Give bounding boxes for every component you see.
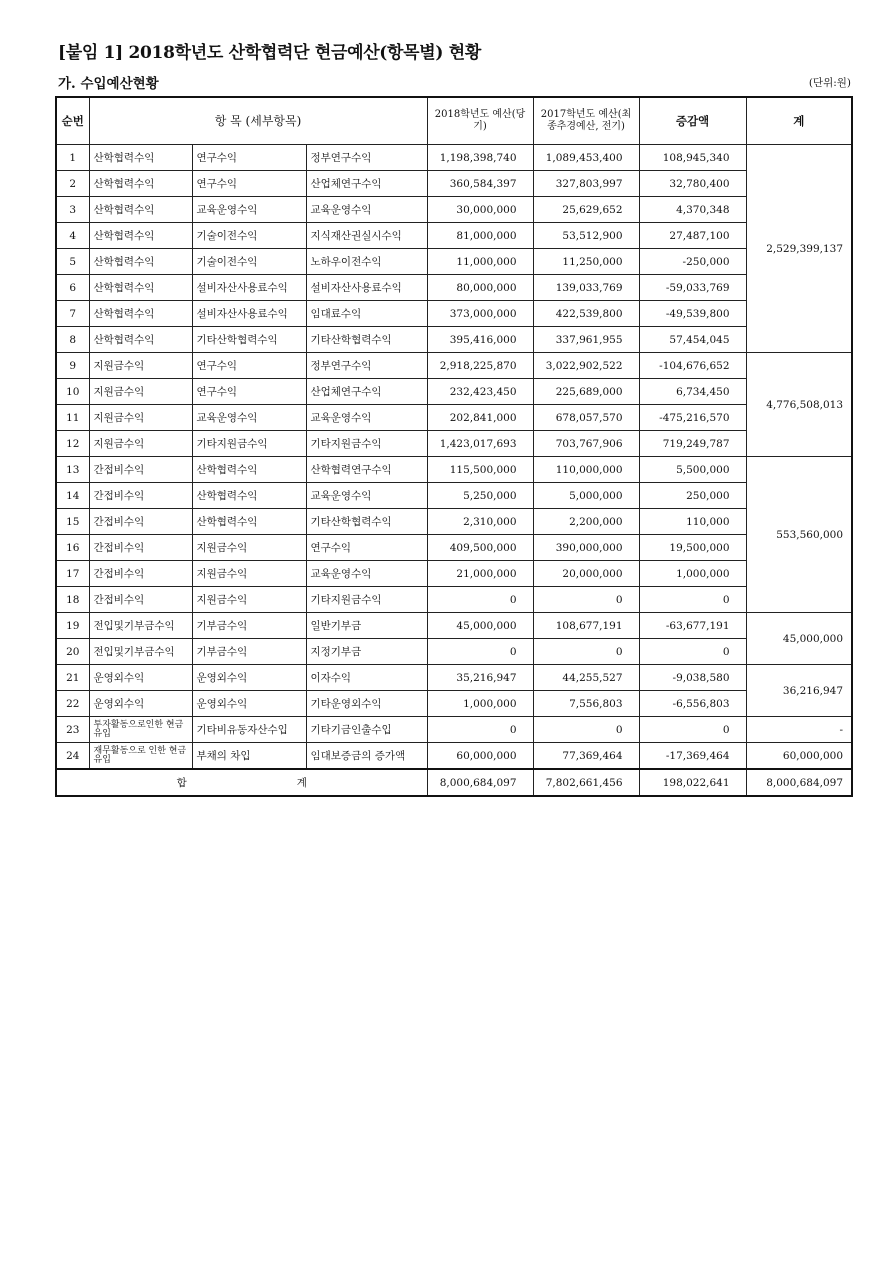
detail-item-cell: 기타운영외수익 (306, 691, 427, 717)
row-number: 14 (56, 483, 89, 509)
total-sum: 8,000,684,097 (746, 769, 852, 796)
total-label-part1: 합 (176, 777, 187, 789)
category-cell: 전입및기부금수익 (89, 613, 192, 639)
budget-2017-cell: 77,369,464 (533, 743, 639, 770)
detail-item-cell: 기타기금인출수입 (306, 717, 427, 743)
subcategory-cell: 산학협력수익 (192, 509, 306, 535)
change-cell: 0 (639, 587, 746, 613)
budget-table (55, 96, 853, 797)
table-row (56, 457, 852, 483)
table-row (56, 691, 852, 717)
category-cell: 운영외수익 (89, 665, 192, 691)
detail-item-cell: 기타산학협력수익 (306, 509, 427, 535)
total-budget-2017: 7,802,661,456 (533, 769, 639, 796)
subcategory-cell: 지원금수익 (192, 587, 306, 613)
subcategory-cell: 연구수익 (192, 379, 306, 405)
detail-item-cell: 임대료수익 (306, 301, 427, 327)
subcategory-cell: 운영외수익 (192, 665, 306, 691)
budget-2018-cell: 81,000,000 (427, 223, 533, 249)
budget-2017-cell: 20,000,000 (533, 561, 639, 587)
row-number: 9 (56, 353, 89, 379)
budget-2018-cell: 80,000,000 (427, 275, 533, 301)
table-row (56, 717, 852, 743)
unit-label: (단위:원) (808, 77, 851, 89)
row-number: 11 (56, 405, 89, 431)
header-no: 순번 (56, 97, 89, 145)
budget-2018-cell: 232,423,450 (427, 379, 533, 405)
table-row (56, 665, 852, 691)
table-row (56, 301, 852, 327)
budget-2018-cell: 5,250,000 (427, 483, 533, 509)
budget-2017-cell: 327,803,997 (533, 171, 639, 197)
change-cell: 0 (639, 717, 746, 743)
header-sum: 계 (746, 97, 852, 145)
budget-2018-cell: 2,918,225,870 (427, 353, 533, 379)
budget-2017-cell: 53,512,900 (533, 223, 639, 249)
detail-item-cell: 지식재산권실시수익 (306, 223, 427, 249)
table-row (56, 639, 852, 665)
budget-2018-cell: 45,000,000 (427, 613, 533, 639)
budget-2017-cell: 422,539,800 (533, 301, 639, 327)
budget-2018-cell: 1,423,017,693 (427, 431, 533, 457)
budget-2017-cell: 337,961,955 (533, 327, 639, 353)
table-row (56, 145, 852, 171)
budget-2017-cell: 678,057,570 (533, 405, 639, 431)
table-row (56, 405, 852, 431)
budget-2017-cell: 3,022,902,522 (533, 353, 639, 379)
change-cell: 5,500,000 (639, 457, 746, 483)
table-row (56, 431, 852, 457)
category-cell: 운영외수익 (89, 691, 192, 717)
change-cell: -475,216,570 (639, 405, 746, 431)
row-number: 19 (56, 613, 89, 639)
budget-2018-cell: 1,000,000 (427, 691, 533, 717)
budget-2017-cell: 2,200,000 (533, 509, 639, 535)
change-cell: 57,454,045 (639, 327, 746, 353)
category-cell: 지원금수익 (89, 353, 192, 379)
change-cell: -9,038,580 (639, 665, 746, 691)
total-budget-2018: 8,000,684,097 (427, 769, 533, 796)
change-cell: -63,677,191 (639, 613, 746, 639)
budget-2018-cell: 30,000,000 (427, 197, 533, 223)
change-cell: 4,370,348 (639, 197, 746, 223)
subcategory-cell: 운영외수익 (192, 691, 306, 717)
group-sum-cell: 4,776,508,013 (746, 353, 852, 457)
budget-2017-cell: 108,677,191 (533, 613, 639, 639)
category-cell: 산학협력수익 (89, 197, 192, 223)
detail-item-cell: 산업체연구수익 (306, 171, 427, 197)
budget-2017-cell: 225,689,000 (533, 379, 639, 405)
detail-item-cell: 기타지원금수익 (306, 587, 427, 613)
category-cell: 지원금수익 (89, 379, 192, 405)
table-row (56, 743, 852, 770)
budget-2017-cell: 0 (533, 587, 639, 613)
category-cell: 재무활동으로 인한 현금유입 (89, 743, 192, 770)
change-cell: -17,369,464 (639, 743, 746, 770)
subcategory-cell: 연구수익 (192, 145, 306, 171)
table-row (56, 379, 852, 405)
budget-2017-cell: 0 (533, 717, 639, 743)
page-title: [붙임 1] 2018학년도 산학협력단 현금예산(항목별) 현황 (58, 43, 482, 63)
row-number: 8 (56, 327, 89, 353)
row-number: 15 (56, 509, 89, 535)
detail-item-cell: 교육운영수익 (306, 197, 427, 223)
detail-item-cell: 정부연구수익 (306, 353, 427, 379)
group-sum-cell: - (746, 717, 852, 743)
detail-item-cell: 교육운영수익 (306, 561, 427, 587)
total-label (56, 769, 427, 796)
budget-2017-cell: 703,767,906 (533, 431, 639, 457)
detail-item-cell: 연구수익 (306, 535, 427, 561)
change-cell: 719,249,787 (639, 431, 746, 457)
row-number: 23 (56, 717, 89, 743)
table-row (56, 353, 852, 379)
subcategory-cell: 지원금수익 (192, 535, 306, 561)
row-number: 1 (56, 145, 89, 171)
header-item: 항 목 (세부항목) (89, 97, 427, 145)
subcategory-cell: 기술이전수익 (192, 223, 306, 249)
category-cell: 간접비수익 (89, 535, 192, 561)
table-row (56, 327, 852, 353)
row-number: 12 (56, 431, 89, 457)
section-subtitle: 가. 수입예산현황 (58, 76, 159, 92)
category-cell: 산학협력수익 (89, 223, 192, 249)
table-row (56, 249, 852, 275)
row-number: 5 (56, 249, 89, 275)
table-header-row (56, 97, 852, 145)
detail-item-cell: 교육운영수익 (306, 405, 427, 431)
subcategory-cell: 설비자산사용료수익 (192, 301, 306, 327)
change-cell: 250,000 (639, 483, 746, 509)
budget-2018-cell: 115,500,000 (427, 457, 533, 483)
row-number: 17 (56, 561, 89, 587)
subcategory-cell: 교육운영수익 (192, 405, 306, 431)
detail-item-cell: 산업체연구수익 (306, 379, 427, 405)
category-cell: 지원금수익 (89, 405, 192, 431)
row-number: 10 (56, 379, 89, 405)
table-row (56, 171, 852, 197)
subcategory-cell: 기타비유동자산수입 (192, 717, 306, 743)
header-budget-2017: 2017학년도 예산(최종추경예산, 전기) (533, 97, 639, 145)
category-cell: 간접비수익 (89, 561, 192, 587)
subcategory-cell: 설비자산사용료수익 (192, 275, 306, 301)
category-cell: 산학협력수익 (89, 327, 192, 353)
detail-item-cell: 산학협력연구수익 (306, 457, 427, 483)
header-budget-2018: 2018학년도 예산(당기) (427, 97, 533, 145)
table-row (56, 275, 852, 301)
budget-2018-cell: 360,584,397 (427, 171, 533, 197)
detail-item-cell: 임대보증금의 증가액 (306, 743, 427, 770)
change-cell: -6,556,803 (639, 691, 746, 717)
group-sum-cell: 60,000,000 (746, 743, 852, 770)
budget-2017-cell: 7,556,803 (533, 691, 639, 717)
budget-2017-cell: 5,000,000 (533, 483, 639, 509)
detail-item-cell: 기타산학협력수익 (306, 327, 427, 353)
change-cell: 1,000,000 (639, 561, 746, 587)
category-cell: 산학협력수익 (89, 249, 192, 275)
budget-2018-cell: 409,500,000 (427, 535, 533, 561)
change-cell: -104,676,652 (639, 353, 746, 379)
budget-2018-cell: 0 (427, 717, 533, 743)
budget-2018-cell: 2,310,000 (427, 509, 533, 535)
budget-2018-cell: 395,416,000 (427, 327, 533, 353)
budget-2017-cell: 390,000,000 (533, 535, 639, 561)
subcategory-cell: 산학협력수익 (192, 457, 306, 483)
change-cell: 19,500,000 (639, 535, 746, 561)
change-cell: -250,000 (639, 249, 746, 275)
change-cell: 27,487,100 (639, 223, 746, 249)
change-cell: 6,734,450 (639, 379, 746, 405)
budget-2017-cell: 0 (533, 639, 639, 665)
detail-item-cell: 설비자산사용료수익 (306, 275, 427, 301)
budget-2017-cell: 11,250,000 (533, 249, 639, 275)
subcategory-cell: 기타지원금수익 (192, 431, 306, 457)
change-cell: -49,539,800 (639, 301, 746, 327)
row-number: 3 (56, 197, 89, 223)
row-number: 7 (56, 301, 89, 327)
table-row (56, 509, 852, 535)
change-cell: 108,945,340 (639, 145, 746, 171)
row-number: 4 (56, 223, 89, 249)
subcategory-cell: 기부금수익 (192, 639, 306, 665)
change-cell: 110,000 (639, 509, 746, 535)
category-cell: 산학협력수익 (89, 145, 192, 171)
budget-2017-cell: 139,033,769 (533, 275, 639, 301)
budget-2017-cell: 110,000,000 (533, 457, 639, 483)
group-sum-cell: 45,000,000 (746, 613, 852, 665)
row-number: 6 (56, 275, 89, 301)
category-cell: 간접비수익 (89, 483, 192, 509)
category-cell: 간접비수익 (89, 457, 192, 483)
budget-2017-cell: 44,255,527 (533, 665, 639, 691)
detail-item-cell: 노하우이전수익 (306, 249, 427, 275)
subcategory-cell: 기술이전수익 (192, 249, 306, 275)
table-row (56, 483, 852, 509)
budget-2018-cell: 373,000,000 (427, 301, 533, 327)
budget-2018-cell: 0 (427, 639, 533, 665)
subcategory-cell: 산학협력수익 (192, 483, 306, 509)
row-number: 18 (56, 587, 89, 613)
change-cell: -59,033,769 (639, 275, 746, 301)
header-change: 증감액 (639, 97, 746, 145)
row-number: 24 (56, 743, 89, 770)
category-cell: 전입및기부금수익 (89, 639, 192, 665)
table-row (56, 587, 852, 613)
detail-item-cell: 교육운영수익 (306, 483, 427, 509)
table-row (56, 561, 852, 587)
budget-2018-cell: 202,841,000 (427, 405, 533, 431)
category-cell: 간접비수익 (89, 587, 192, 613)
group-sum-cell: 36,216,947 (746, 665, 852, 717)
subcategory-cell: 연구수익 (192, 353, 306, 379)
category-cell: 간접비수익 (89, 509, 192, 535)
subcategory-cell: 지원금수익 (192, 561, 306, 587)
group-sum-cell: 2,529,399,137 (746, 145, 852, 353)
detail-item-cell: 기타지원금수익 (306, 431, 427, 457)
category-cell: 투자활동으로인한 현금유입 (89, 717, 192, 743)
budget-2018-cell: 21,000,000 (427, 561, 533, 587)
subcategory-cell: 기타산학협력수익 (192, 327, 306, 353)
budget-2018-cell: 0 (427, 587, 533, 613)
detail-item-cell: 정부연구수익 (306, 145, 427, 171)
change-cell: 0 (639, 639, 746, 665)
category-cell: 산학협력수익 (89, 171, 192, 197)
table-row (56, 613, 852, 639)
table-row (56, 197, 852, 223)
table-row (56, 535, 852, 561)
category-cell: 산학협력수익 (89, 275, 192, 301)
row-number: 21 (56, 665, 89, 691)
budget-2018-cell: 35,216,947 (427, 665, 533, 691)
subcategory-cell: 기부금수익 (192, 613, 306, 639)
subcategory-cell: 교육운영수익 (192, 197, 306, 223)
subcategory-cell: 부채의 차입 (192, 743, 306, 770)
row-number: 22 (56, 691, 89, 717)
total-change: 198,022,641 (639, 769, 746, 796)
subcategory-cell: 연구수익 (192, 171, 306, 197)
group-sum-cell: 553,560,000 (746, 457, 852, 613)
detail-item-cell: 이자수익 (306, 665, 427, 691)
change-cell: 32,780,400 (639, 171, 746, 197)
category-cell: 지원금수익 (89, 431, 192, 457)
detail-item-cell: 일반기부금 (306, 613, 427, 639)
budget-2017-cell: 25,629,652 (533, 197, 639, 223)
budget-2017-cell: 1,089,453,400 (533, 145, 639, 171)
row-number: 2 (56, 171, 89, 197)
budget-2018-cell: 60,000,000 (427, 743, 533, 770)
category-cell: 산학협력수익 (89, 301, 192, 327)
detail-item-cell: 지정기부금 (306, 639, 427, 665)
table-row (56, 223, 852, 249)
budget-2018-cell: 1,198,398,740 (427, 145, 533, 171)
row-number: 16 (56, 535, 89, 561)
total-label-part2: 계 (296, 777, 307, 789)
total-row (56, 769, 852, 796)
budget-2018-cell: 11,000,000 (427, 249, 533, 275)
row-number: 13 (56, 457, 89, 483)
row-number: 20 (56, 639, 89, 665)
